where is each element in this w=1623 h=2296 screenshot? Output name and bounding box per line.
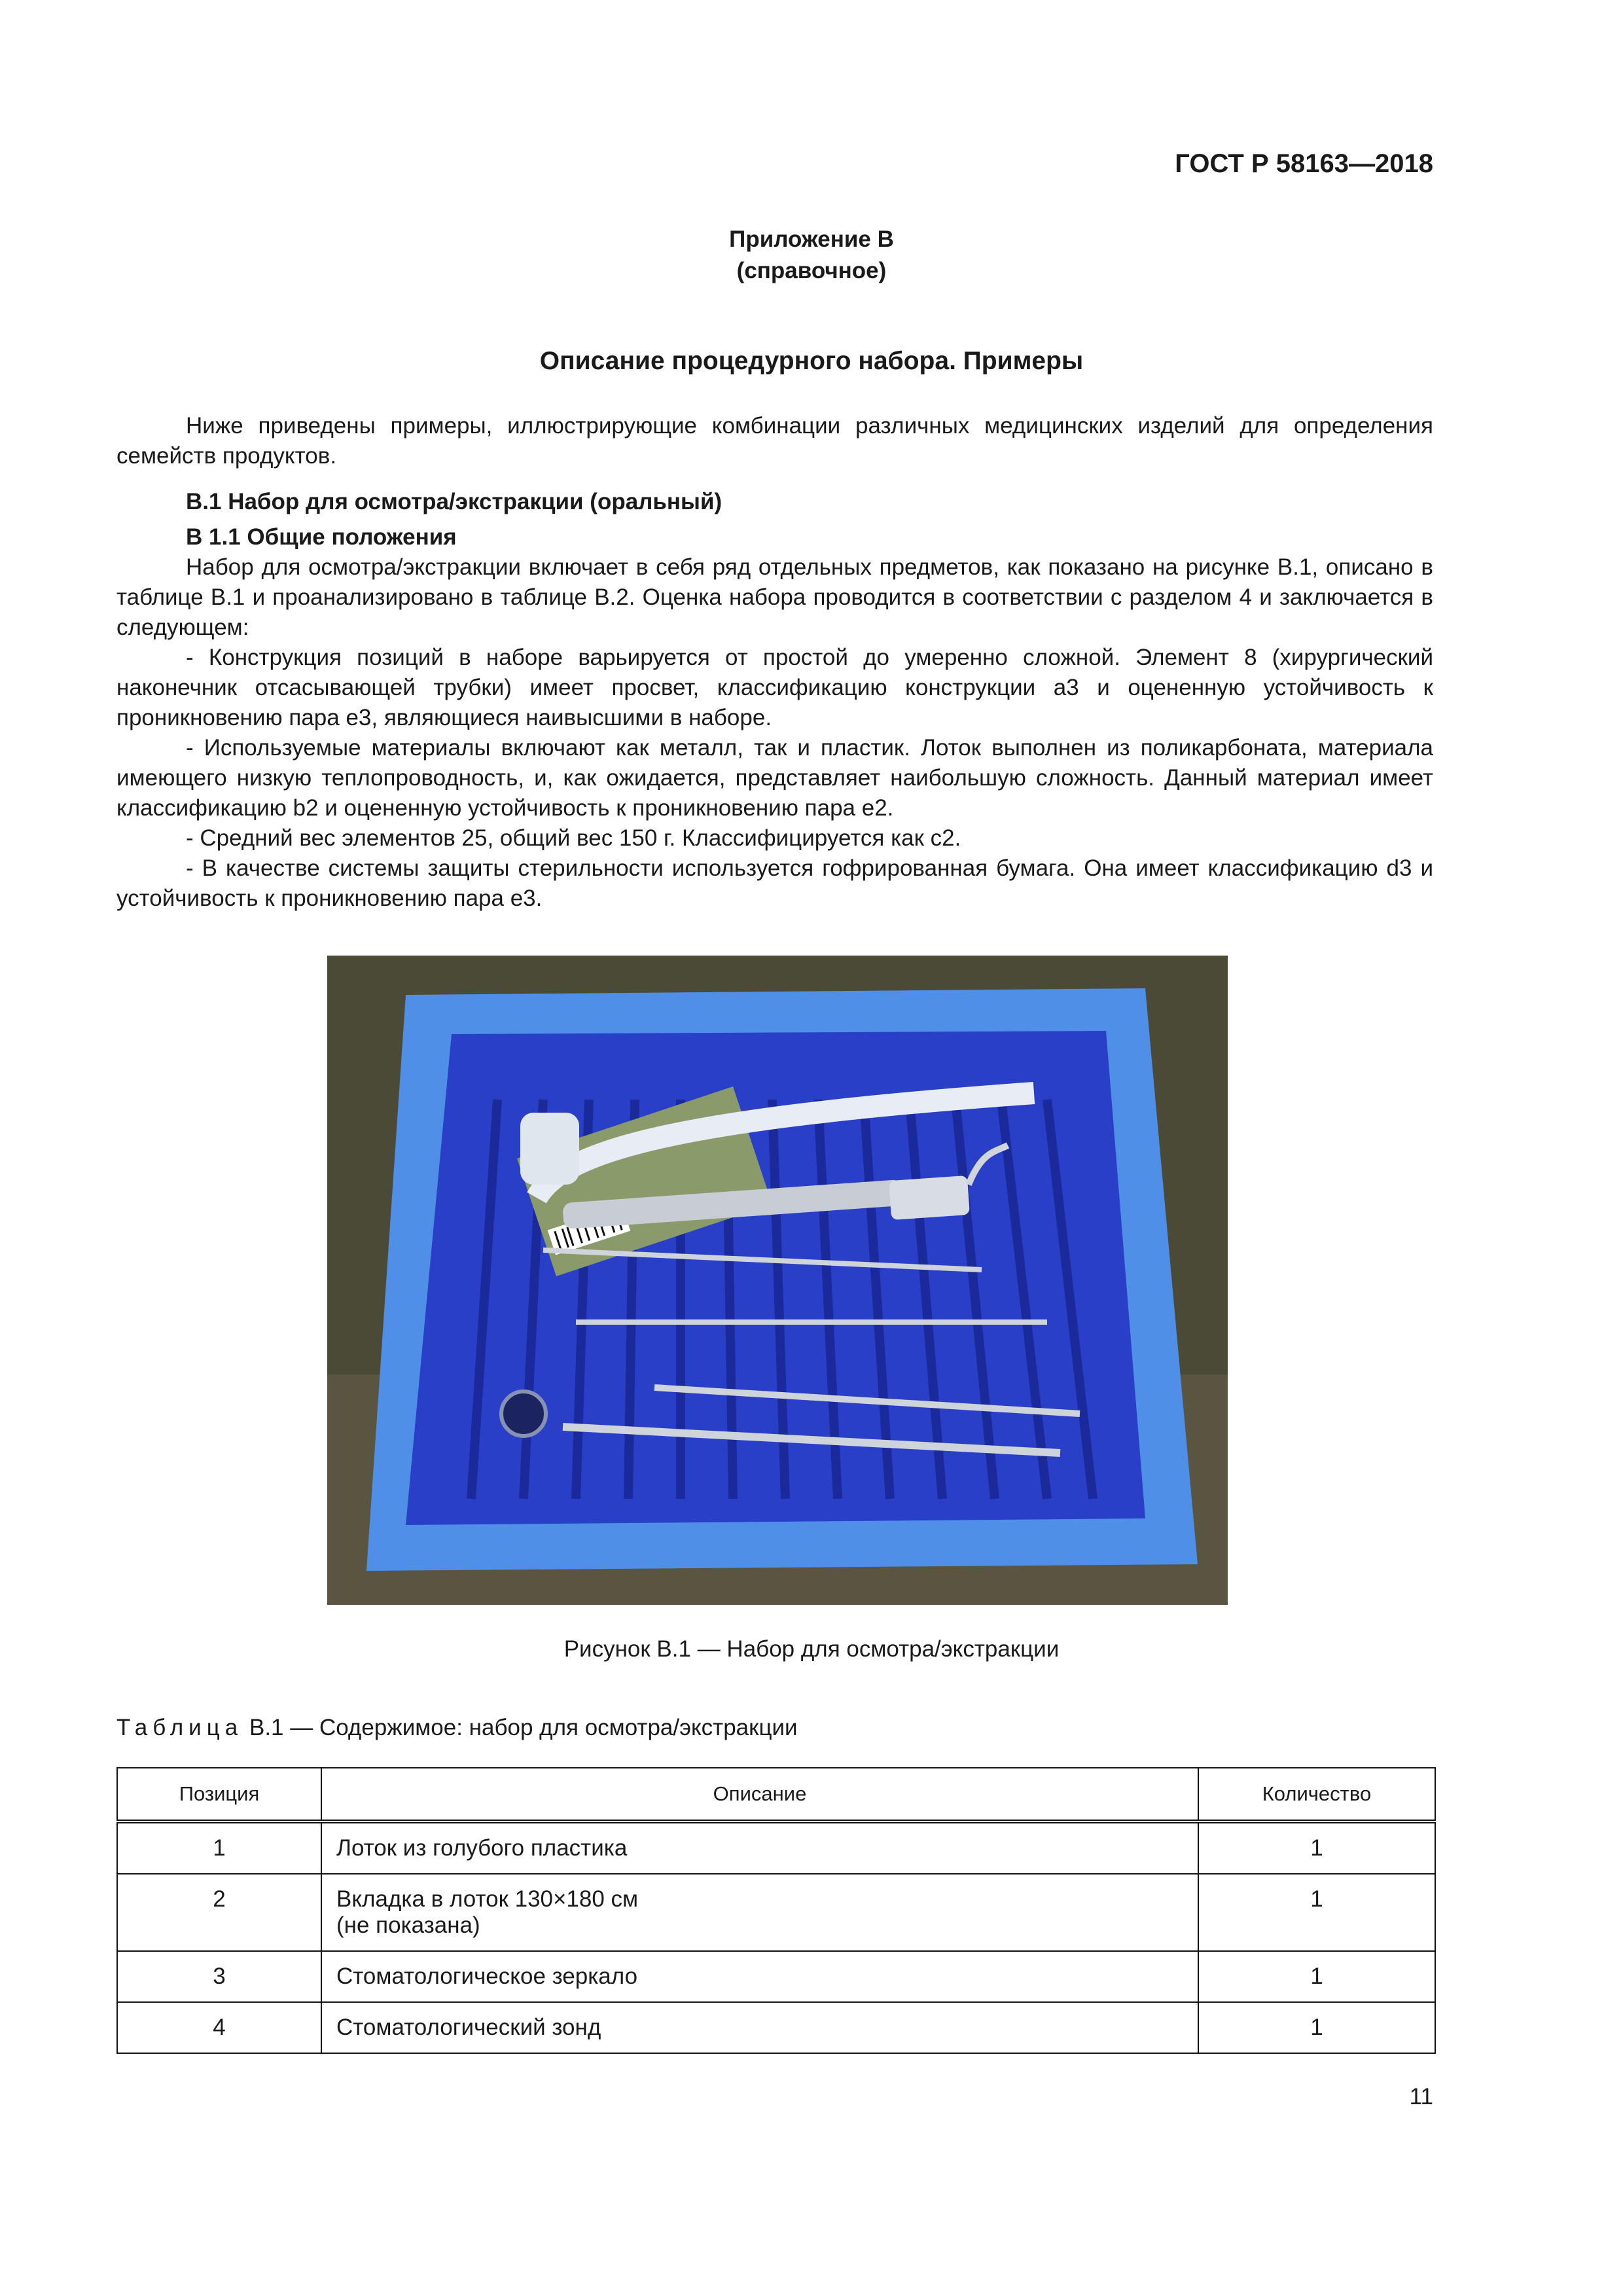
figure-caption: Рисунок В.1 — Набор для осмотра/экстракции	[563, 1636, 1060, 1662]
table-header-row	[117, 1768, 1435, 1821]
appendix-subtitle: (справочное)	[736, 258, 887, 283]
intro-block	[116, 411, 1433, 471]
table-row	[117, 1951, 1435, 2002]
section-b1	[116, 487, 1433, 914]
cell-description: Стоматологический зонд	[321, 2002, 1198, 2053]
paragraph: - Средний вес элементов 25, общий вес 150 г. Классифицируется как с2.	[186, 825, 961, 851]
figure-photo	[327, 956, 1228, 1605]
paragraph: Набор для осмотра/экстракции включает в себя ряд отдельных предметов, как показано на рисунке В.1, описано в таблице В.1 и проанализировано в таблице В.2. Оценка набора проводится в соответствии с разделом 4 и заключается в следующем:	[116, 554, 1433, 640]
column-header-description: Описание	[321, 1768, 1198, 1821]
column-header-position: Позиция	[117, 1768, 321, 1821]
table-caption	[116, 1715, 798, 1741]
table-row	[117, 2002, 1435, 2053]
page-number: 11	[1409, 2084, 1433, 2109]
standard-number: ГОСТ Р 58163—2018	[1175, 149, 1433, 178]
cell-position: 4	[117, 2002, 321, 2053]
paragraph: - В качестве системы защиты стерильности используется гофрированная бумага. Она имеет классификацию d3 и устойчивость к проникновению пара е3.	[116, 855, 1433, 911]
cell-quantity: 1	[1198, 1951, 1435, 2002]
appendix-title: Приложение В	[729, 226, 894, 252]
paragraph: - Конструкция позиций в наборе варьируется от простой до умеренно сложной. Элемент 8 (хирургический наконечник отсасывающей трубки) имеет просвет, классификацию конструкции а3 и оцененную устойчивость к проникновению пара е3, являющиеся наивысшими в наборе.	[116, 645, 1433, 730]
cell-position: 3	[117, 1951, 321, 2002]
section-b1-heading: В.1 Набор для осмотра/экстракции (оральный)	[186, 489, 722, 514]
tray-illustration	[327, 956, 1228, 1605]
table-row	[117, 1821, 1435, 1874]
column-header-quantity: Количество	[1198, 1768, 1435, 1821]
cell-quantity: 1	[1198, 1874, 1435, 1951]
cell-quantity: 1	[1198, 2002, 1435, 2053]
cell-description-line: (не показана)	[336, 1912, 480, 1938]
table-row	[117, 1874, 1435, 1951]
section-b1-1-heading: В 1.1 Общие положения	[186, 524, 457, 550]
cell-position: 1	[117, 1821, 321, 1874]
cell-description: Стоматологическое зеркало	[321, 1951, 1198, 2002]
paragraph: - Используемые материалы включают как металл, так и пластик. Лоток выполнен из поликарбоната, материала имеющего низкую теплопроводность, и, как ожидается, представляет наибольшую сложность. Данный материал имеет классификацию b2 и оцененную устойчивость к проникновению пара е2.	[116, 735, 1433, 821]
contents-table	[116, 1767, 1436, 2054]
section-title: Описание процедурного набора. Примеры	[539, 347, 1084, 375]
cell-description-line: Вкладка в лоток 130×180 см	[336, 1886, 639, 1912]
cell-description	[321, 1874, 1198, 1951]
table-caption-text: В.1 — Содержимое: набор для осмотра/экстракции	[249, 1715, 798, 1740]
cell-quantity: 1	[1198, 1821, 1435, 1874]
cell-description: Лоток из голубого пластика	[321, 1821, 1198, 1874]
cell-position: 2	[117, 1874, 321, 1951]
intro-paragraph: Ниже приведены примеры, иллюстрирующие комбинации различных медицинских изделий для определения семейств продуктов.	[116, 413, 1433, 469]
table-caption-label: Таблица	[116, 1715, 243, 1740]
